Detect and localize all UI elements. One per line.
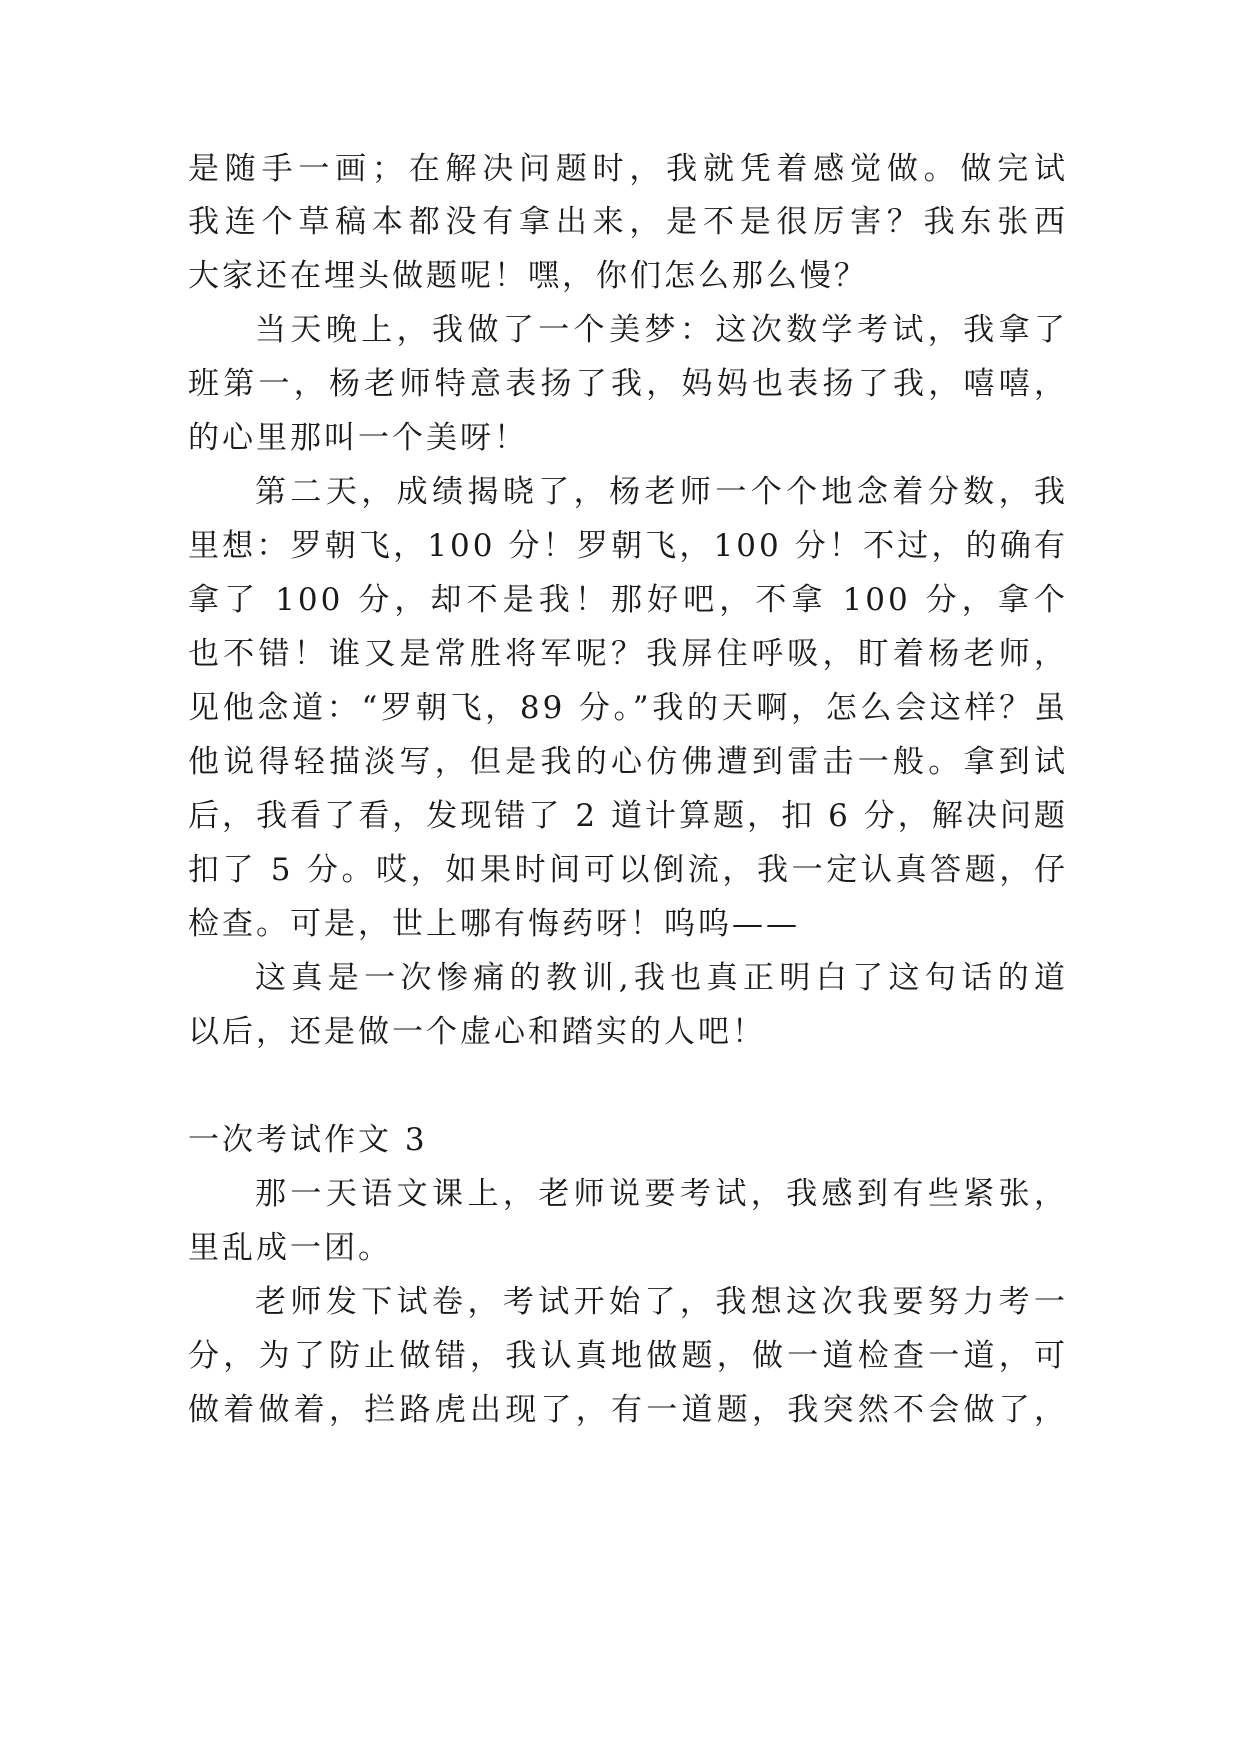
text-line: 以后，还是做一个虚心和踏实的人吧！ bbox=[188, 1014, 766, 1050]
text-line: 老师发下试卷，考试开始了，我想这次我要努力考一 bbox=[255, 1284, 1068, 1320]
essay-title: 一次考试作文 3 bbox=[188, 1122, 428, 1158]
text-line: 后，我看了看，发现错了 2 道计算题，扣 6 分，解决问题 bbox=[188, 798, 1068, 834]
text-line: 是随手一画；在解决问题时，我就凭着感觉做。做完试 bbox=[188, 151, 1068, 187]
text-line: 里乱成一团。 bbox=[188, 1230, 392, 1266]
text-line: 做着做着，拦路虎出现了，有一道题，我突然不会做了， bbox=[188, 1392, 1068, 1428]
text-line: 的心里那叫一个美呀！ bbox=[188, 420, 528, 456]
text-line: 里想：罗朝飞，100 分！罗朝飞，100 分！不过，的确有 bbox=[188, 528, 1068, 564]
text-line: 第二天，成绩揭晓了，杨老师一个个地念着分数，我 bbox=[255, 474, 1068, 510]
text-line: 也不错！谁又是常胜将军呢？我屏住呼吸，盯着杨老师， bbox=[188, 636, 1068, 672]
text-line: 班第一，杨老师特意表扬了我，妈妈也表扬了我，嘻嘻， bbox=[188, 366, 1068, 402]
text-line: 大家还在埋头做题呢！嘿，你们怎么那么慢？ bbox=[188, 258, 868, 294]
text-line: 这真是一次惨痛的教训,我也真正明白了这句话的道 bbox=[255, 960, 1068, 996]
text-line: 扣了 5 分。哎，如果时间可以倒流，我一定认真答题，仔 bbox=[188, 852, 1068, 888]
text-line: 拿了 100 分，却不是我！那好吧，不拿 100 分，拿个 bbox=[188, 582, 1068, 618]
text-line: 当天晚上，我做了一个美梦：这次数学考试，我拿了 bbox=[255, 312, 1068, 348]
text-line: 检查。可是，世上哪有悔药呀！呜呜—— bbox=[188, 906, 800, 942]
text-line: 他说得轻描淡写，但是我的心仿佛遭到雷击一般。拿到试 bbox=[188, 744, 1068, 780]
text-line: 我连个草稿本都没有拿出来，是不是很厉害？我东张西 bbox=[188, 204, 1068, 240]
text-line: 那一天语文课上，老师说要考试，我感到有些紧张， bbox=[255, 1176, 1068, 1212]
text-line: 分，为了防止做错，我认真地做题，做一道检查一道，可 bbox=[188, 1338, 1068, 1374]
text-line: 见他念道：“罗朝飞，89 分。”我的天啊，怎么会这样？虽 bbox=[188, 690, 1068, 726]
